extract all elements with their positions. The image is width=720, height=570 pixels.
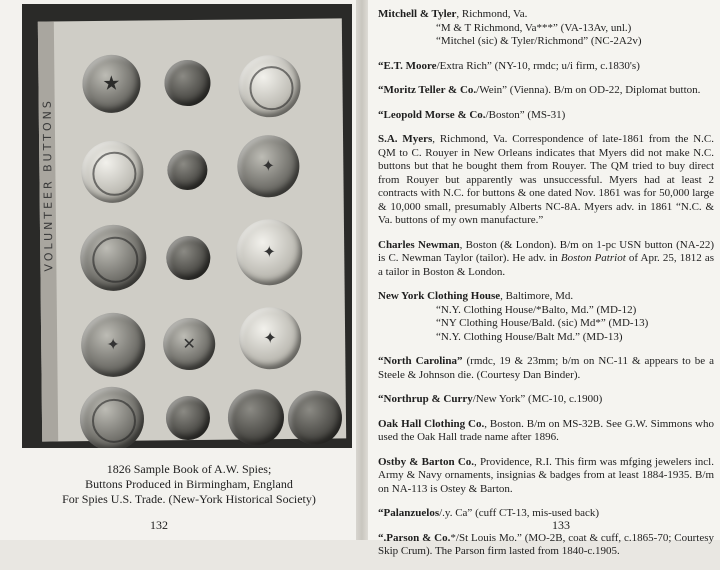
- entry-head: Charles Newman: [378, 238, 460, 251]
- eagle-icon: ✦: [106, 336, 120, 354]
- page-number-right: 133: [552, 518, 570, 532]
- eagle-icon: ✦: [263, 330, 277, 348]
- cross-icon: ✕: [182, 335, 196, 354]
- button-small: [166, 236, 210, 280]
- entry-text: , Boston. B/m on MS-32B. See G.W. Simmons who used the Oak Hall trade name after 1896.: [378, 417, 714, 443]
- caption-line: 1826 Sample Book of A.W. Spies;: [106, 462, 272, 476]
- entry: [378, 84, 714, 98]
- button-ring: [249, 66, 293, 110]
- entry-line: “M & T Richmond, Va***” (VA-13Av, unl.): [436, 21, 632, 34]
- entry: [378, 133, 714, 228]
- entry-text: /Extra Rich” (NY-10, rmdc; u/i firm, c.1830's): [436, 59, 640, 72]
- button-eagle: [236, 219, 303, 286]
- entry: [378, 456, 714, 497]
- entry-head: “.Parson & Co.: [378, 531, 451, 544]
- book-gutter: [356, 0, 368, 540]
- caption-line: For Spies U.S. Trade. (New-York Historical Society): [62, 492, 316, 506]
- vertical-label: VOLUNTEER BUTTONS: [40, 98, 56, 272]
- entry: [378, 239, 714, 280]
- entry-text: /.y. Ca” (cuff CT-13, mis-used back): [439, 507, 600, 519]
- entry-line: “NY Clothing House/Bald. (sic) Md*” (MD-13): [436, 317, 649, 329]
- entry: [378, 418, 714, 445]
- photo-caption: [22, 462, 356, 507]
- entry-head: “E.T. Moore: [378, 59, 437, 72]
- entry-text: , Providence, R.I. This firm was mfging jewelers incl. Army & Navy ornaments, insignias & badges from at least 1884-1935. B/m on NA-113 is Ostey & Barton.: [378, 455, 714, 495]
- entry-text: , Baltimore, Md.: [500, 290, 574, 302]
- entry-head: New York Clothing House: [378, 290, 501, 302]
- entry-head: “Moritz Teller & Co.: [378, 84, 477, 96]
- page-number-left: 132: [150, 518, 168, 532]
- entry: [378, 532, 714, 559]
- button-star: [82, 55, 141, 114]
- button-dark: [288, 390, 343, 445]
- caption-line: Buttons Produced in Birmingham, England: [85, 477, 293, 491]
- button-eagle: [237, 135, 300, 198]
- entry-text: /Boston” (MS-31): [485, 108, 566, 121]
- entry-head: “Palanzuelos: [378, 507, 440, 519]
- button-ring-mark: [91, 398, 136, 443]
- entry-head: “Northrup & Curry: [378, 393, 473, 405]
- button-eagle: [239, 307, 302, 370]
- button-ring-mark: [92, 152, 136, 196]
- entry-head: “Leopold Morse & Co.: [378, 108, 486, 121]
- entry-text: , Richmond, Va. Correspondence of late-1861 from the N.C. QM to C. Rouyer in New Orleans indicates that Myers did not make N.C. buttons but that he bought them from Rouyer. The QM tried to buy direct from Rouyer but apparently was unsuccessful. Myers had at least 2 contracts with N.C. for buttons & one dated Nov. 1861 was for 50,000 large & 10,000 small, presumably Alberts NC-8A. Myers adv. in 1861 “N.C. & Va. buttons of my own manufacture.”: [378, 133, 714, 226]
- entry-head: Oak Hall Clothing Co.: [378, 417, 485, 430]
- entry-text: /New York” (MC-10, c.1900): [472, 393, 603, 405]
- entry-italic: Boston Patriot: [560, 252, 626, 264]
- entry: [378, 8, 714, 49]
- button-small: [166, 396, 210, 440]
- button-ring: [81, 141, 144, 204]
- entry-head: Mitchell & Tyler: [378, 8, 457, 20]
- entry-line: “Mitchel (sic) & Tyler/Richmond” (NC-2A2v): [436, 35, 642, 47]
- eagle-icon: ✦: [262, 244, 277, 262]
- entry-text: */St Louis Mo.” (MO-2B, coat & cuff, c.1865-70; Courtesy Skip Crum). The Parson firm lasted from 1840-c.1905.: [378, 531, 715, 557]
- entry-list: [378, 8, 714, 570]
- button-sample-photo: [22, 4, 352, 448]
- entry: [378, 290, 714, 344]
- sample-card: [38, 18, 346, 441]
- entry-text: /Wein” (Vienna). B/m on OD-22, Diplomat button.: [476, 84, 701, 96]
- button-ring: [80, 387, 145, 448]
- eagle-icon: ✦: [261, 158, 276, 176]
- button-ring: [80, 224, 147, 291]
- button-plain: [164, 60, 210, 106]
- entry: [378, 355, 714, 382]
- entry: [378, 109, 714, 123]
- entry-head: “North Carolina”: [378, 355, 463, 367]
- entry-line: “N.Y. Clothing House/*Balto, Md.” (MD-12): [436, 303, 637, 316]
- entry-line: “N.Y. Clothing House/Balt Md.” (MD-13): [436, 330, 623, 343]
- button-ring-mark: [92, 236, 139, 283]
- entry-head: S.A. Myers: [378, 133, 433, 145]
- entry-text: , Boston (& London). B/m on 1-pc USN button (NA-22) is C. Newman Taylor (tailor). He adv. in: [378, 238, 715, 264]
- entry: [378, 60, 714, 74]
- entry-head: Ostby & Barton Co.: [378, 455, 475, 468]
- entry-text: of Apr. 25, 1812 as a tailor in Boston & London.: [378, 252, 715, 278]
- button-eagle: [81, 312, 146, 377]
- left-page: [0, 0, 358, 540]
- entry: [378, 507, 714, 521]
- button-light: [238, 55, 301, 118]
- entry: [378, 393, 714, 407]
- button-small: [167, 150, 207, 190]
- entry-text: (rmdc, 19 & 23mm; b/m on NC-11 & appears to be a Steele & Johnson die. (Courtesy Dan Binder).: [378, 355, 714, 381]
- button-dark: [228, 389, 285, 446]
- button-cross: [163, 318, 216, 371]
- entry-text: , Richmond, Va.: [456, 8, 528, 20]
- star-icon: ★: [102, 72, 121, 95]
